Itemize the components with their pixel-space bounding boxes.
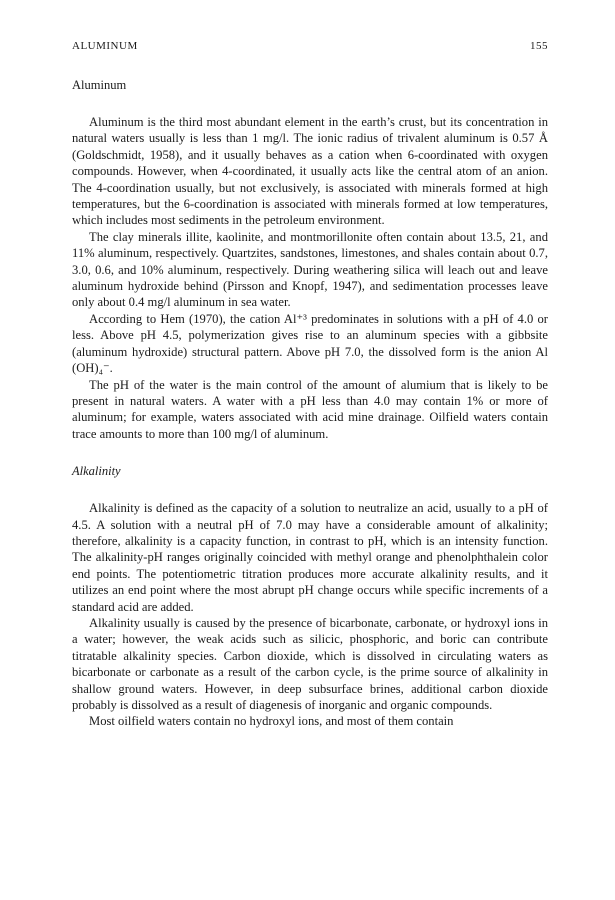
paragraph: Alkalinity is defined as the capacity of a solution to neutralize an acid, usually to a pH of 4.5. A solution with a neutral pH of 7.0 may have a considerable amount of alkalinity; therefore, alkalinity is a capacity function, in contrast to pH, which is an intensity function. The alkalinity-pH ranges originally coincided with methyl orange and phenolphthalein color end points. The potentiometric titration produces more accurate alkalinity results, and it utilizes an end point where the most abrupt pH change occurs while specific increments of a standard acid are added. (72, 501, 548, 614)
paragraph: Alkalinity usually is caused by the presence of bicarbonate, carbonate, or hydroxyl ions in a water; however, the weak acids such as silicic, phosphoric, and boric can contribute titratable alkalinity species. Carbon dioxide, which is dissolved in circulating waters as bicarbonate or carbonate as a result of the carbon cycle, is the prime source of alkalinity in shallow ground waters. However, in deep subsurface brines, additional carbon dioxide probably is dissolved as a result of diagenesis of inorganic and organic compounds. (72, 615, 548, 712)
paragraph: According to Hem (1970), the cation Al⁺³ predominates in solutions with a pH of 4.0 or less. Above pH 4.5, polymerization gives rise to an aluminum species with a gibbsite (aluminum hydroxide) structural pattern. Above pH 7.0, the dissolved form is the anion Al (OH)₄⁻. (72, 311, 548, 376)
paragraph: The clay minerals illite, kaolinite, and montmorillonite often contain about 13.5, 21, and 11% aluminum, respectively. Quartzites, sandstones, limestones, and shales contain about 0.7, 3.0, 0.6, and 10% aluminum, respectively. During weathering silica will leach out and leave aluminum hydroxide behind (Pirsson and Knopf, 1947), and sedimentation processes leave only about 0.4 mg/l aluminum in sea water. (72, 229, 548, 310)
page-number: 155 (530, 40, 548, 52)
running-title: ALUMINUM (72, 40, 138, 52)
paragraph: Most oilfield waters contain no hydroxyl ions, and most of them contain (89, 714, 454, 729)
section-alkalinity (72, 464, 548, 730)
running-head (72, 40, 548, 60)
section-heading-aluminum: Aluminum (72, 78, 127, 92)
section-aluminum (72, 78, 548, 442)
paragraph: The pH of the water is the main control of the amount of alumium that is likely to be present in natural waters. A water with a pH less than 4.0 may contain 1% or more of aluminum; for example, waters associated with acid mine drainage. Oilfield waters contain trace amounts to more than 100 mg/l of aluminum. (72, 377, 548, 441)
book-page (72, 40, 548, 730)
section-heading-alkalinity: Alkalinity (72, 464, 121, 479)
paragraph: Aluminum is the third most abundant element in the earth’s crust, but its concentration in natural waters usually is less than 1 mg/l. The ionic radius of trivalent aluminum is 0.57 Å (Goldschmidt, 1958), and it usually behaves as a cation when 6-coordinated with oxygen compounds. However, when 4-coordinated, it usually acts like the central atom of an anion. The 4-coordination usually, but not exclusively, is associated with minerals formed at high temperatures, but the 6-coordination is associated with minerals formed at low temperatures, which includes most sediments in the petroleum environment. (72, 115, 548, 228)
